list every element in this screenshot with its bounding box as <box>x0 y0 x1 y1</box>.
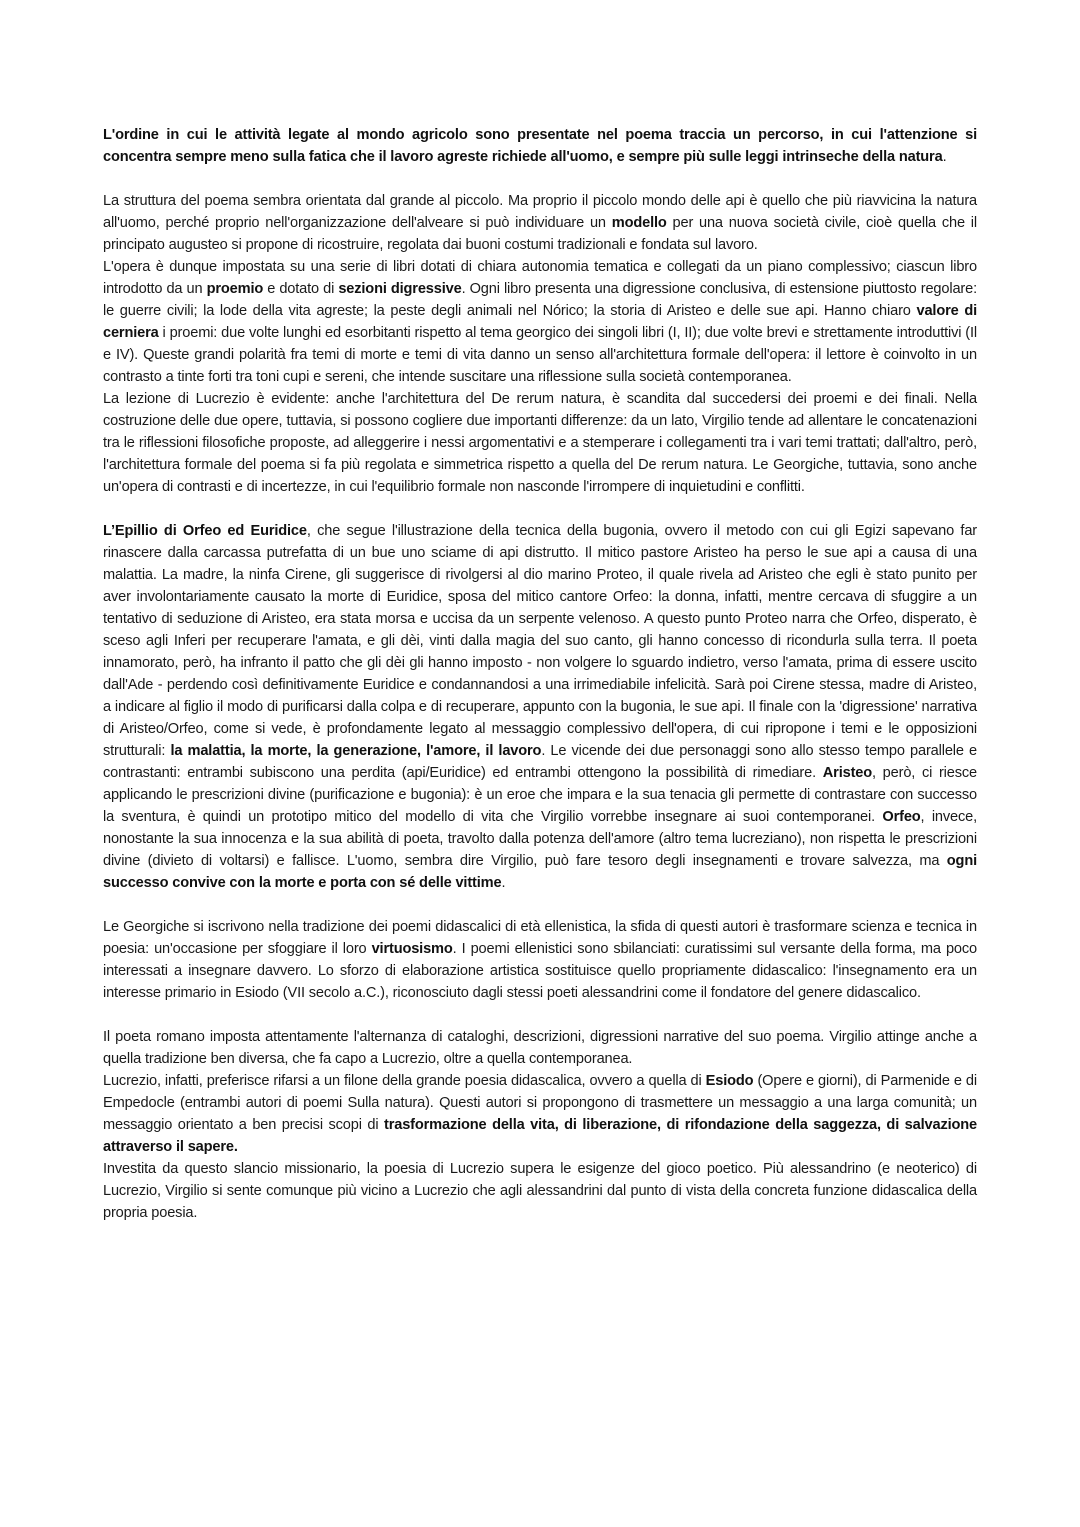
bold-text: ogni successo convive con la morte e porta con sé delle vittime <box>103 853 977 891</box>
text: Il poeta romano imposta attentamente l'alternanza di cataloghi, descrizioni, digressioni narrative del suo poema. Virgilio attinge anche a quella tradizione ben diversa, che fa capo a Lucrezio, oltre a quella contemporanea. <box>103 1029 977 1067</box>
paragraph-gap <box>103 498 977 520</box>
bold-text: Orfeo <box>882 809 921 825</box>
text: L'opera è dunque impostata su una serie di libri dotati di chiara autonomia tematica e collegati da un piano complessivo; ciascun libro introdotto da un <box>103 259 977 297</box>
paragraph-opera <box>103 256 977 388</box>
bold-text: L’Epillio di Orfeo ed Euridice <box>103 523 307 539</box>
bold-text: virtuosismo <box>371 941 453 957</box>
text: (Opere e giorni), di Parmenide e di Empedocle (entrambi autori di poemi Sulla natura). Questi autori si propongono di trasmettere un messaggio a una larga comunità; un messaggio orientato a ben precisi scopi di <box>103 1073 977 1133</box>
bold-text: L'ordine in cui le attività legate al mondo agricolo sono presentate nel poema traccia un percorso, in cui l'attenzione si concentra sempre meno sulla fatica che il lavoro agreste richiede all'uomo, e sempre più sulle leggi intrinseche della natura <box>103 127 977 165</box>
text: Le Georgiche si iscrivono nella tradizione dei poemi didascalici di età ellenistica, la sfida di questi autori è trasformare scienza e tecnica in poesia: un'occasione per sfoggiare il loro <box>103 919 977 957</box>
paragraph-georgiche-tradition <box>103 916 977 1004</box>
paragraph-intro <box>103 124 977 168</box>
text: e dotato di <box>263 281 339 297</box>
text: per una nuova società civile, cioè quella che il principato augusteo si propone di ricostruire, regolata dai buoni costumi tradizionali e fondata sul lavoro. <box>103 215 977 253</box>
text: . <box>501 875 506 891</box>
bold-text: valore di cerniera <box>103 303 977 341</box>
paragraph-lucrezio-esiodo <box>103 1070 977 1158</box>
text: i proemi: due volte lunghi ed esorbitanti rispetto al tema georgico dei singoli libri (I, II); due volte brevi e strettamente introduttivi (Il e IV). Queste grandi polarità fra temi di morte e temi di vita danno un senso all'architettura formale dell'opera: il lettore è coinvolto in un contrasto a tinte forti tra toni cupi e sereni, che intende suscitare una riflessione sulla società contemporanea. <box>103 325 977 385</box>
text: . Le vicende dei due personaggi sono allo stesso tempo parallele e contrastanti: entrambi subiscono una perdita (api/Euridice) ed entrambi ottengono la possibilità di rimediare. <box>103 743 977 781</box>
bold-text: Esiodo <box>705 1073 754 1089</box>
paragraph-gap <box>103 894 977 916</box>
paragraph-gap <box>103 1004 977 1026</box>
bold-text: trasformazione della vita, di liberazione, di rifondazione della saggezza, di salvazione attraverso il sapere. <box>103 1117 977 1155</box>
paragraph-lucrezio-lesson <box>103 388 977 498</box>
text: Investita da questo slancio missionario, la poesia di Lucrezio supera le esigenze del gioco poetico. Più alessandrino (e neoterico) di Lucrezio, Virgilio si sente comunque più vicino a Lucrezio che agli alessandrini dal punto di vista della concreta funzione didascalica della propria poesia. <box>103 1161 977 1221</box>
text: . I poemi ellenistici sono sbilanciati: curatissimi sul versante della forma, ma poco interessati a insegnare davvero. Lo sforzo di elaborazione artistica sostituisce quello propriamente didascalico: l'insegnamento era un interesse primario in Esiodo (VII secolo a.C.), riconosciuto dagli stessi poeti alessandrini come il fondatore del genere didascalico. <box>103 941 977 1001</box>
paragraph-poeta-romano <box>103 1026 977 1070</box>
document-page <box>103 124 977 1224</box>
bold-text: modello <box>611 215 667 231</box>
text: . <box>942 149 947 165</box>
text: , invece, nonostante la sua innocenza e la sua abilità di poeta, travolto dalla potenza dell'amore (altro tema lucreziano), non rispetta le prescrizioni divine (divieto di voltarsi) e fallisce. L'uomo, sembra dire Virgilio, può fare tesoro degli insegnamenti e trovare salvezza, ma <box>103 809 978 869</box>
bold-text: la malattia, la morte, la generazione, l'amore, il lavoro <box>170 743 542 759</box>
paragraph-epillio <box>103 520 977 894</box>
text: , però, ci riesce applicando le prescrizioni divine (purificazione e bugonia): è un eroe che impara e la sua tenacia gli permette di contrastare con successo la sventura, è quindi un prototipo mitico del modello di vita che Virgilio vorrebbe insegnare ai suoi contemporanei. <box>103 765 977 825</box>
bold-text: proemio <box>206 281 264 297</box>
bold-text: sezioni digressive <box>338 281 462 297</box>
text: La lezione di Lucrezio è evidente: anche l'architettura del De rerum natura, è scandita dal succedersi dei proemi e dei finali. Nella costruzione delle due opere, tuttavia, si possono cogliere due importanti differenze: da un lato, Virgilio tende ad allentare le concatenazioni tra le riflessioni filosofiche proposte, ad alleggerire i nessi argomentativi e a stemperare i collegamenti tra i vari temi trattati; dall'altro, però, l'architettura formale del poema si fa più regolata e simmetrica rispetto a quella del De rerum natura. Le Georgiche, tuttavia, sono anche un'opera di contrasti e di incertezze, in cui l'equilibrio formale non nasconde l'irrompere di inquietudini e conflitti. <box>103 391 977 495</box>
text: La struttura del poema sembra orientata dal grande al piccolo. Ma proprio il piccolo mondo delle api è quello che più riavvicina la natura all'uomo, perché proprio nell'organizzazione dell'alveare si può individuare un <box>103 193 977 231</box>
bold-text: Aristeo <box>822 765 873 781</box>
text: . Ogni libro presenta una digressione conclusiva, di estensione piuttosto regolare: le guerre civili; la lode della vita agreste; la peste degli animali nel Nórico; la storia di Aristeo e delle sue api. Hanno chiaro <box>103 281 977 319</box>
paragraph-investita <box>103 1158 977 1224</box>
paragraph-gap <box>103 168 977 190</box>
text: Lucrezio, infatti, preferisce rifarsi a un filone della grande poesia didascalica, ovvero a quella di <box>103 1073 706 1089</box>
paragraph-structure <box>103 190 977 256</box>
text: , che segue l'illustrazione della tecnica della bugonia, ovvero il metodo con cui gli Egizi sapevano far rinascere dalla carcassa putrefatta di un bue uno sciame di api distrutto. Il mitico pastore Aristeo ha perso le sue api a causa di una malattia. La madre, la ninfa Cirene, gli suggerisce di rivolgersi al dio marino Proteo, il quale rivela ad Aristeo che egli è stato punito per aver involontariamente causato la morte di Euridice, sposa del mitico cantore Orfeo: la donna, infatti, mentre cercava di sfuggire a un tentativo di seduzione di Aristeo, era stata morsa e uccisa da un serpente velenoso. A questo punto Proteo narra che Orfeo, disperato, è sceso agli Inferi per recuperare l'amata, e gli dèi, vinti dalla magia del suo canto, gli hanno concesso di ricondurla sulla terra. Il poeta innamorato, però, ha infranto il patto che gli dèi gli hanno imposto - non volgere lo sguardo indietro, verso l'amata, prima di essere uscito dall'Ade - perdendo così definitivamente Euridice e condannandosi a una irrimediabile infelicità. Sarà poi Cirene stessa, madre di Aristeo, a indicare al figlio il modo di purificarsi dalla colpa e di recuperare, appunto con la bugonia, le sue api. Il finale con la 'digressione' narrativa di Aristeo/Orfeo, come si vede, è profondamente legato al messaggio complessivo dell'opera, di cui ripropone i temi e le opposizioni strutturali: <box>103 523 977 759</box>
